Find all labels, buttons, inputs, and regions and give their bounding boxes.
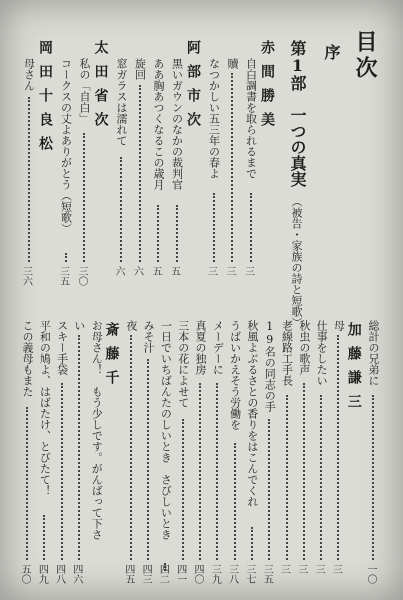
toc-page-number: 四九: [36, 564, 48, 584]
toc-leader: [337, 335, 339, 560]
part1-subtitle: （被告・家族の詩と短歌）: [290, 196, 303, 328]
toc-page-number: 四一: [174, 564, 186, 584]
toc-entry[interactable]: ああ胸あつくなるこの歳月: [152, 58, 165, 190]
toc-entry[interactable]: い: [72, 320, 86, 331]
toc-entry[interactable]: 旋回: [133, 58, 147, 80]
toc-page-number: 三五: [261, 564, 273, 584]
toc-leader: [147, 359, 149, 560]
toc-entry[interactable]: 仕事をしたい: [315, 320, 329, 386]
toc-page-number: 三七: [243, 564, 255, 584]
toc-leader: [268, 419, 270, 560]
toc-page-number: 三: [224, 266, 235, 276]
toc-page-number: 三六: [20, 266, 32, 286]
toc-page-number: 五: [168, 266, 180, 276]
toc-leader: [303, 383, 305, 560]
toc-page-number: 一〇: [365, 564, 376, 584]
toc-entry[interactable]: 秋虫の歌声: [297, 320, 311, 375]
toc-entry[interactable]: みそ汁: [142, 320, 156, 353]
toc-entry[interactable]: 三本の花によせて: [176, 320, 190, 408]
toc-entry[interactable]: スキー手袋: [55, 320, 69, 375]
preface-label: 序: [322, 44, 341, 60]
toc-leader: [65, 253, 67, 262]
toc-author: 赤間勝美: [259, 40, 275, 136]
toc-page-number: 三: [205, 266, 217, 276]
toc-title: 目次: [352, 30, 378, 82]
toc-leader: [176, 205, 178, 262]
toc-entry[interactable]: 一日でいちばんたのしいとき さびしいとき: [159, 320, 173, 540]
toc-entry[interactable]: 夜: [124, 320, 138, 331]
toc-entry[interactable]: お母さん！ もう少しです。がんばって下さ: [90, 320, 104, 540]
toc-entry[interactable]: 平和の鳩よ、はばたけ、とびたて！: [38, 320, 52, 496]
toc-leader: [372, 395, 374, 560]
toc-entry[interactable]: 母: [332, 320, 346, 331]
toc-leader: [130, 335, 132, 560]
toc-leader: [120, 157, 122, 262]
toc-leader: [182, 419, 184, 560]
toc-page-number: 四〇: [192, 564, 203, 584]
toc-entry[interactable]: メーデーに: [211, 320, 225, 375]
toc-entry[interactable]: 自白調書を取られるまで: [244, 58, 258, 179]
toc-entry[interactable]: 老線路工手長: [280, 320, 294, 386]
toc-page-number: 五〇: [19, 564, 30, 584]
toc-leader: [61, 383, 63, 560]
toc-leader: [28, 97, 30, 262]
toc-page-number: 三: [278, 564, 290, 574]
toc-entry[interactable]: 19名の同志の手: [263, 320, 277, 412]
toc-entry[interactable]: 私の「自白」: [78, 58, 91, 124]
toc-page-number: 四八: [53, 564, 65, 584]
toc-page-number: 四二: [157, 564, 169, 584]
toc-page-number: 三八: [226, 564, 238, 584]
toc-author: 阿部市次: [185, 40, 201, 136]
toc-page-number: 三: [242, 266, 254, 276]
toc-page-number: 三九: [209, 564, 221, 584]
toc-leader: [251, 527, 253, 560]
toc-entry[interactable]: 秋風よぶるさとの香りをはこんでくれ: [245, 320, 259, 507]
toc-page-number: 六: [131, 266, 143, 276]
toc-leader: [213, 193, 215, 262]
toc-entry[interactable]: コークスの丈よありがとう（短歌）: [59, 58, 73, 234]
toc-author: 太田省次: [92, 40, 109, 136]
toc-page-number: 三: [295, 564, 307, 574]
toc-page-number: 三: [330, 564, 342, 574]
toc-leader: [43, 515, 45, 560]
toc-entry[interactable]: 総計の兄弟に: [367, 320, 380, 386]
part1-heading: 第1部 一つの真実: [288, 40, 307, 187]
toc-entry[interactable]: うばいかえそう労働を: [228, 320, 242, 430]
toc-entry[interactable]: 贖: [226, 58, 239, 69]
toc-leader: [286, 395, 288, 560]
toc-leader: [231, 73, 233, 262]
toc-page-number: 三五: [57, 266, 69, 286]
toc-page-number: 三〇: [76, 266, 87, 286]
toc-page-number: 三: [313, 564, 325, 574]
toc-entry[interactable]: 母さん: [22, 58, 36, 91]
toc-page-number: 四六: [70, 564, 82, 584]
toc-entry[interactable]: 窓ガラスは濡れて: [115, 58, 128, 146]
toc-author: 斎藤千: [103, 322, 120, 394]
toc-page-number: 四三: [140, 564, 152, 584]
toc-entry[interactable]: なつかしい五三年の春よ: [207, 58, 221, 179]
toc-entry[interactable]: この義母もまた: [21, 320, 34, 397]
toc-author: 加藤謙三: [345, 322, 362, 418]
toc-leader: [250, 193, 252, 262]
toc-page-number: 四五: [122, 564, 134, 584]
toc-page-number: 五: [150, 266, 161, 276]
toc-leader: [320, 395, 322, 560]
toc-page-number: 六: [113, 266, 124, 276]
toc-leader: [139, 85, 141, 262]
toc-author: 岡田十良松: [37, 40, 53, 160]
toc-leader: [199, 383, 201, 560]
toc-leader: [26, 407, 28, 560]
toc-entry[interactable]: 真夏の独房: [194, 320, 207, 375]
toc-leader: [234, 443, 236, 560]
toc-leader: [83, 133, 85, 262]
toc-entry[interactable]: 黒いガウンのなかの裁判官: [170, 58, 184, 190]
toc-leader: [216, 383, 218, 560]
toc-leader: [157, 205, 159, 262]
toc-leader: [78, 335, 80, 560]
